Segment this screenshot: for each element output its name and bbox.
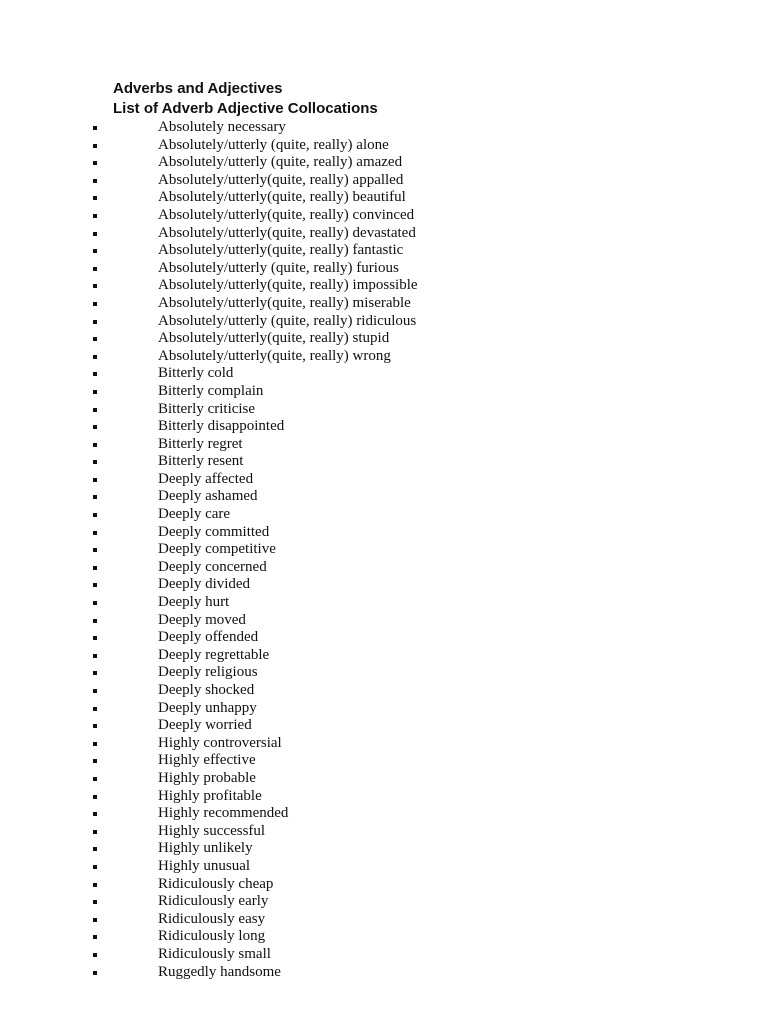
- list-item: [0, 365, 600, 383]
- list-item-text: Absolutely/utterly (quite, really) furious: [158, 259, 399, 276]
- square-bullet-icon: [93, 812, 97, 816]
- list-item-text: Highly controversial: [158, 734, 282, 751]
- square-bullet-icon: [93, 214, 97, 218]
- collocation-list: [0, 119, 600, 981]
- square-bullet-icon: [93, 724, 97, 728]
- square-bullet-icon: [93, 126, 97, 130]
- square-bullet-icon: [93, 196, 97, 200]
- list-item-text: Deeply concerned: [158, 558, 267, 575]
- square-bullet-icon: [93, 443, 97, 447]
- list-item-text: Highly probable: [158, 769, 256, 786]
- list-item: [0, 260, 600, 278]
- list-item-text: Highly recommended: [158, 805, 289, 822]
- list-item: [0, 911, 600, 929]
- list-item-text: Absolutely/utterly (quite, really) alone: [158, 136, 389, 153]
- list-item: [0, 436, 600, 454]
- list-item: [0, 471, 600, 489]
- list-item: [0, 858, 600, 876]
- list-item-text: Bitterly cold: [158, 365, 234, 382]
- square-bullet-icon: [93, 179, 97, 183]
- list-item-text: Highly unlikely: [158, 840, 253, 857]
- document-title: Adverbs and Adjectives: [113, 80, 283, 97]
- list-item: [0, 612, 600, 630]
- list-item-text: Deeply care: [158, 506, 231, 523]
- list-item: [0, 137, 600, 155]
- list-item-text: Deeply competitive: [158, 541, 276, 558]
- list-item-text: Absolutely/utterly(quite, really) impossible: [158, 277, 418, 294]
- square-bullet-icon: [93, 144, 97, 148]
- square-bullet-icon: [93, 935, 97, 939]
- square-bullet-icon: [93, 795, 97, 799]
- list-item-text: Deeply offended: [158, 629, 259, 646]
- list-item: [0, 928, 600, 946]
- list-item: [0, 189, 600, 207]
- list-item: [0, 664, 600, 682]
- list-item: [0, 788, 600, 806]
- square-bullet-icon: [93, 249, 97, 253]
- list-item-text: Ridiculously easy: [158, 910, 266, 927]
- list-item: [0, 700, 600, 718]
- list-item: [0, 647, 600, 665]
- list-item-text: Deeply shocked: [158, 682, 255, 698]
- list-item: [0, 453, 600, 471]
- square-bullet-icon: [93, 390, 97, 394]
- list-item-text: Absolutely necessary: [158, 119, 286, 135]
- list-item-text: Absolutely/utterly(quite, really) convinced: [158, 206, 415, 223]
- list-item: [0, 594, 600, 612]
- list-item-text: Bitterly regret: [158, 435, 243, 452]
- list-item: [0, 735, 600, 753]
- square-bullet-icon: [93, 161, 97, 165]
- square-bullet-icon: [93, 460, 97, 464]
- square-bullet-icon: [93, 478, 97, 482]
- list-item: [0, 559, 600, 577]
- list-item: [0, 893, 600, 911]
- list-item-text: Deeply affected: [158, 470, 254, 487]
- list-item-text: Absolutely/utterly (quite, really) amazed: [158, 154, 403, 171]
- list-item-text: Absolutely/utterly (quite, really) ridiculous: [158, 312, 417, 329]
- list-item: [0, 154, 600, 172]
- list-item: [0, 383, 600, 401]
- list-item-text: Highly unusual: [158, 857, 251, 874]
- square-bullet-icon: [93, 759, 97, 763]
- list-item: [0, 330, 600, 348]
- square-bullet-icon: [93, 918, 97, 922]
- square-bullet-icon: [93, 548, 97, 552]
- list-item: [0, 682, 600, 700]
- square-bullet-icon: [93, 847, 97, 851]
- list-item: [0, 576, 600, 594]
- square-bullet-icon: [93, 495, 97, 499]
- list-item-text: Absolutely/utterly(quite, really) fantastic: [158, 242, 404, 259]
- list-item: [0, 752, 600, 770]
- list-item: [0, 770, 600, 788]
- square-bullet-icon: [93, 689, 97, 693]
- list-item-text: Bitterly complain: [158, 382, 264, 399]
- list-item-text: Bitterly criticise: [158, 400, 256, 417]
- square-bullet-icon: [93, 707, 97, 711]
- list-item: [0, 629, 600, 647]
- list-item: [0, 119, 600, 137]
- square-bullet-icon: [93, 320, 97, 324]
- list-item-text: Absolutely/utterly(quite, really) miserable: [158, 294, 411, 311]
- square-bullet-icon: [93, 355, 97, 359]
- list-item-text: Highly profitable: [158, 787, 262, 804]
- list-item: [0, 348, 600, 366]
- square-bullet-icon: [93, 777, 97, 781]
- square-bullet-icon: [93, 830, 97, 834]
- list-item-text: Absolutely/utterly(quite, really) wrong: [158, 347, 391, 364]
- square-bullet-icon: [93, 865, 97, 869]
- list-item-text: Deeply ashamed: [158, 488, 258, 505]
- square-bullet-icon: [93, 900, 97, 904]
- list-item: [0, 524, 600, 542]
- list-item-text: Deeply worried: [158, 717, 252, 734]
- list-item: [0, 541, 600, 559]
- square-bullet-icon: [93, 883, 97, 887]
- list-item: [0, 717, 600, 735]
- square-bullet-icon: [93, 636, 97, 640]
- list-item: [0, 823, 600, 841]
- list-item-text: Bitterly resent: [158, 453, 244, 470]
- square-bullet-icon: [93, 601, 97, 605]
- square-bullet-icon: [93, 619, 97, 623]
- square-bullet-icon: [93, 232, 97, 236]
- list-item: [0, 172, 600, 190]
- square-bullet-icon: [93, 742, 97, 746]
- list-item-text: Deeply regrettable: [158, 646, 270, 663]
- list-item-text: Highly effective: [158, 752, 256, 769]
- square-bullet-icon: [93, 284, 97, 288]
- list-item: [0, 964, 600, 982]
- list-item-text: Absolutely/utterly(quite, really) appalled: [158, 171, 404, 188]
- list-item: [0, 295, 600, 313]
- list-item-text: Deeply committed: [158, 523, 270, 540]
- list-item-text: Absolutely/utterly(quite, really) beautiful: [158, 189, 406, 206]
- list-item: [0, 313, 600, 331]
- list-item-text: Ridiculously long: [158, 928, 266, 945]
- list-item: [0, 506, 600, 524]
- list-item-text: Deeply religious: [158, 664, 258, 681]
- list-item-text: Deeply moved: [158, 611, 246, 628]
- square-bullet-icon: [93, 267, 97, 271]
- list-item-text: Ruggedly handsome: [158, 963, 281, 980]
- list-item-text: Deeply unhappy: [158, 699, 257, 716]
- list-item-text: Ridiculously cheap: [158, 875, 274, 892]
- list-item: [0, 207, 600, 225]
- list-item-text: Deeply hurt: [158, 594, 230, 611]
- list-item-text: Absolutely/utterly(quite, really) stupid: [158, 330, 390, 347]
- square-bullet-icon: [93, 566, 97, 570]
- list-item: [0, 840, 600, 858]
- square-bullet-icon: [93, 513, 97, 517]
- list-item: [0, 401, 600, 419]
- list-item-text: Absolutely/utterly(quite, really) devastated: [158, 224, 416, 241]
- document-subtitle: List of Adverb Adjective Collocations: [113, 100, 378, 117]
- list-item: [0, 805, 600, 823]
- square-bullet-icon: [93, 302, 97, 306]
- list-item: [0, 225, 600, 243]
- list-item-text: Ridiculously small: [158, 945, 271, 962]
- list-item: [0, 946, 600, 964]
- list-item: [0, 488, 600, 506]
- list-item-text: Ridiculously early: [158, 893, 269, 910]
- square-bullet-icon: [93, 425, 97, 429]
- list-item: [0, 242, 600, 260]
- square-bullet-icon: [93, 971, 97, 975]
- square-bullet-icon: [93, 372, 97, 376]
- list-item: [0, 876, 600, 894]
- list-item-text: Bitterly disappointed: [158, 418, 285, 435]
- list-item-text: Deeply divided: [158, 576, 251, 593]
- square-bullet-icon: [93, 337, 97, 341]
- square-bullet-icon: [93, 408, 97, 412]
- square-bullet-icon: [93, 953, 97, 957]
- list-item: [0, 277, 600, 295]
- square-bullet-icon: [93, 671, 97, 675]
- square-bullet-icon: [93, 654, 97, 658]
- square-bullet-icon: [93, 583, 97, 587]
- list-item: [0, 418, 600, 436]
- list-item-text: Highly successful: [158, 822, 266, 839]
- square-bullet-icon: [93, 531, 97, 535]
